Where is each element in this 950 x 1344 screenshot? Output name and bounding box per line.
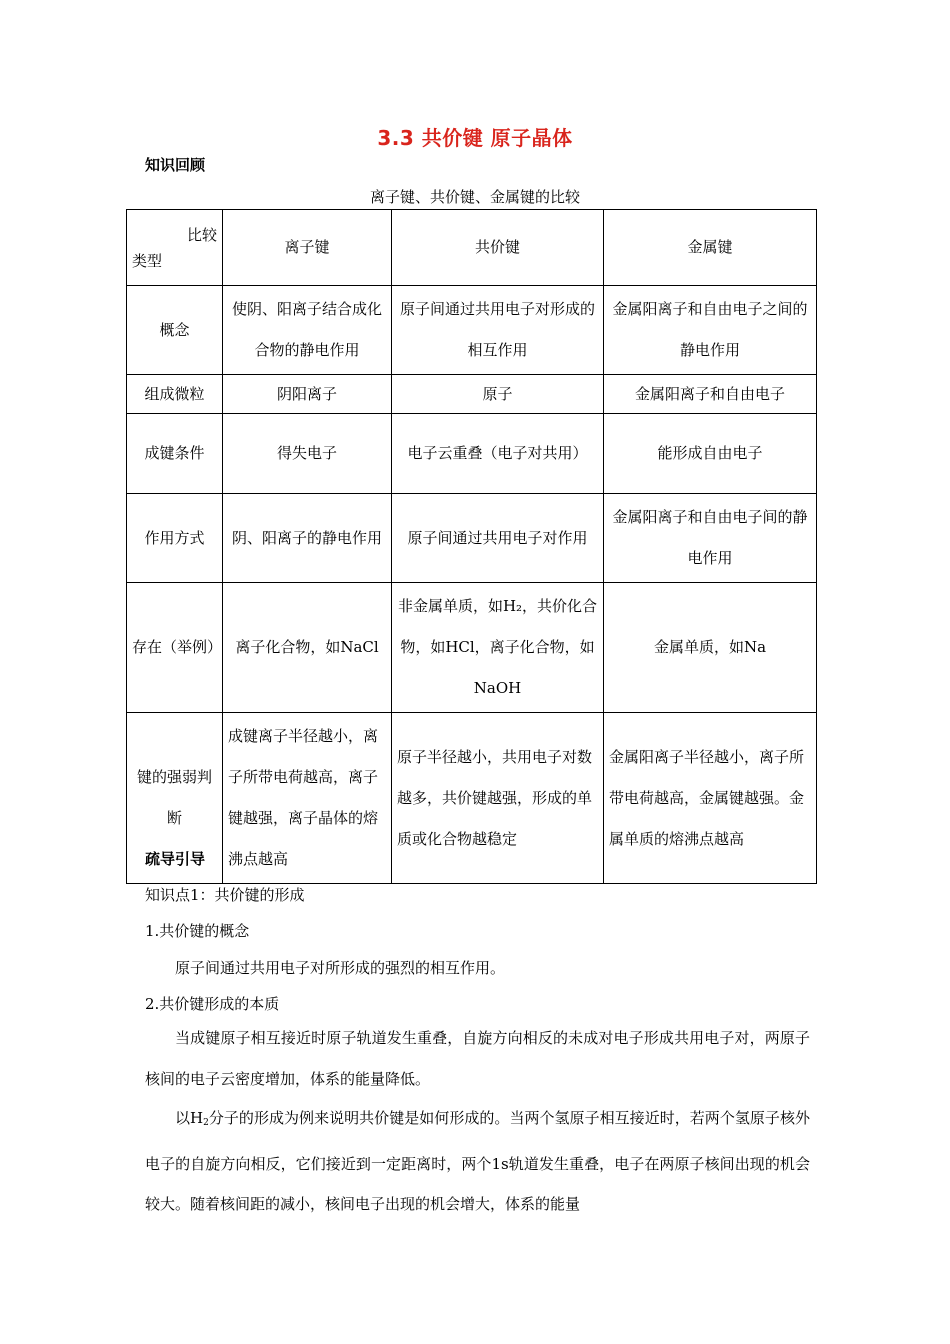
header-covalent-bond: 共价键: [392, 210, 604, 286]
knowledge-point-1: 知识点1：共价键的形成: [145, 886, 305, 904]
item-2-paragraph: 当成键原子相互接近时原子轨道发生重叠，自旋方向相反的未成对电子形成共用电子对，两原子核间的电子云密度增加，体系的能量降低。: [145, 1029, 810, 1088]
row-label: 作用方式: [127, 494, 223, 583]
table-row: [127, 286, 817, 375]
table-cell: 原子间通过共用电子对形成的相互作用: [392, 286, 604, 375]
table-cell: 使阴、阳离子结合成化合物的静电作用: [223, 286, 392, 375]
table-cell: 原子: [392, 375, 604, 414]
row-label: 成键条件: [127, 414, 223, 494]
row-label: 键的强弱判断: [127, 713, 223, 884]
item-1-text: 原子间通过共用电子对所形成的强烈的相互作用。: [175, 959, 506, 977]
table-row: [127, 583, 817, 713]
header-ionic-bond: 离子键: [223, 210, 392, 286]
table-cell: 非金属单质，如H₂，共价化合物，如HCl，离子化合物，如NaOH: [392, 583, 604, 713]
table-cell: 电子云重叠（电子对共用）: [392, 414, 604, 494]
table-row: [127, 375, 817, 414]
table-cell: 离子化合物，如NaCl: [223, 583, 392, 713]
item-2-title: 2.共价键形成的本质: [145, 995, 280, 1013]
corner-label-type: 类型: [132, 251, 163, 270]
table-cell: 原子半径越小，共用电子对数越多，共价键越强，形成的单质或化合物越稳定: [392, 713, 604, 884]
corner-label-compare: 比较: [186, 225, 217, 244]
table-cell: 金属阳离子和自由电子: [604, 375, 817, 414]
table-cell: 金属阳离子和自由电子间的静电作用: [604, 494, 817, 583]
table-corner-cell: [127, 210, 223, 286]
header-metallic-bond: 金属键: [604, 210, 817, 286]
item-1-title: 1.共价键的概念: [145, 922, 250, 940]
row-label: 概念: [127, 286, 223, 375]
subscript-2: 2: [203, 1118, 209, 1128]
table-row: [127, 713, 817, 884]
table-row: [127, 414, 817, 494]
table-cell: 原子间通过共用电子对作用: [392, 494, 604, 583]
item-2-paragraph-2: [145, 1098, 810, 1225]
table-cell: 金属阳离子和自由电子之间的静电作用: [604, 286, 817, 375]
page-title: 3.3 共价键 原子晶体: [377, 126, 573, 150]
para-text-before: 以H: [175, 1109, 204, 1127]
row-label: 存在（举例）: [127, 583, 223, 713]
table-cell: 成键离子半径越小，离子所带电荷越高，离子键越强，离子晶体的熔沸点越高: [223, 713, 392, 884]
para-text-after: 分子的形成为例来说明共价键是如何形成的。当两个氢原子相互接近时，若两个氢原子核外电子的自旋方向相反，它们接近到一定距离时，两个1s轨道发生重叠，电子在两原子核间出现的机会较大。随着核间距的减小，核间电子出现的机会增大，体系的能量: [145, 1109, 810, 1213]
section-heading-review: 知识回顾: [145, 156, 206, 174]
table-cell: 金属阳离子半径越小，离子所带电荷越高，金属键越强。金属单质的熔沸点越高: [604, 713, 817, 884]
table-cell: 得失电子: [223, 414, 392, 494]
table-row: [127, 494, 817, 583]
table-cell: 阴、阳离子的静电作用: [223, 494, 392, 583]
table-caption: 离子键、共价键、金属键的比较: [369, 188, 580, 206]
comparison-table: [126, 209, 817, 884]
table-cell: 金属单质，如Na: [604, 583, 817, 713]
table-cell: 能形成自由电子: [604, 414, 817, 494]
section-heading-guide: 疏导引导: [145, 850, 206, 868]
table-header-row: [127, 210, 817, 286]
table-cell: 阴阳离子: [223, 375, 392, 414]
row-label: 组成微粒: [127, 375, 223, 414]
